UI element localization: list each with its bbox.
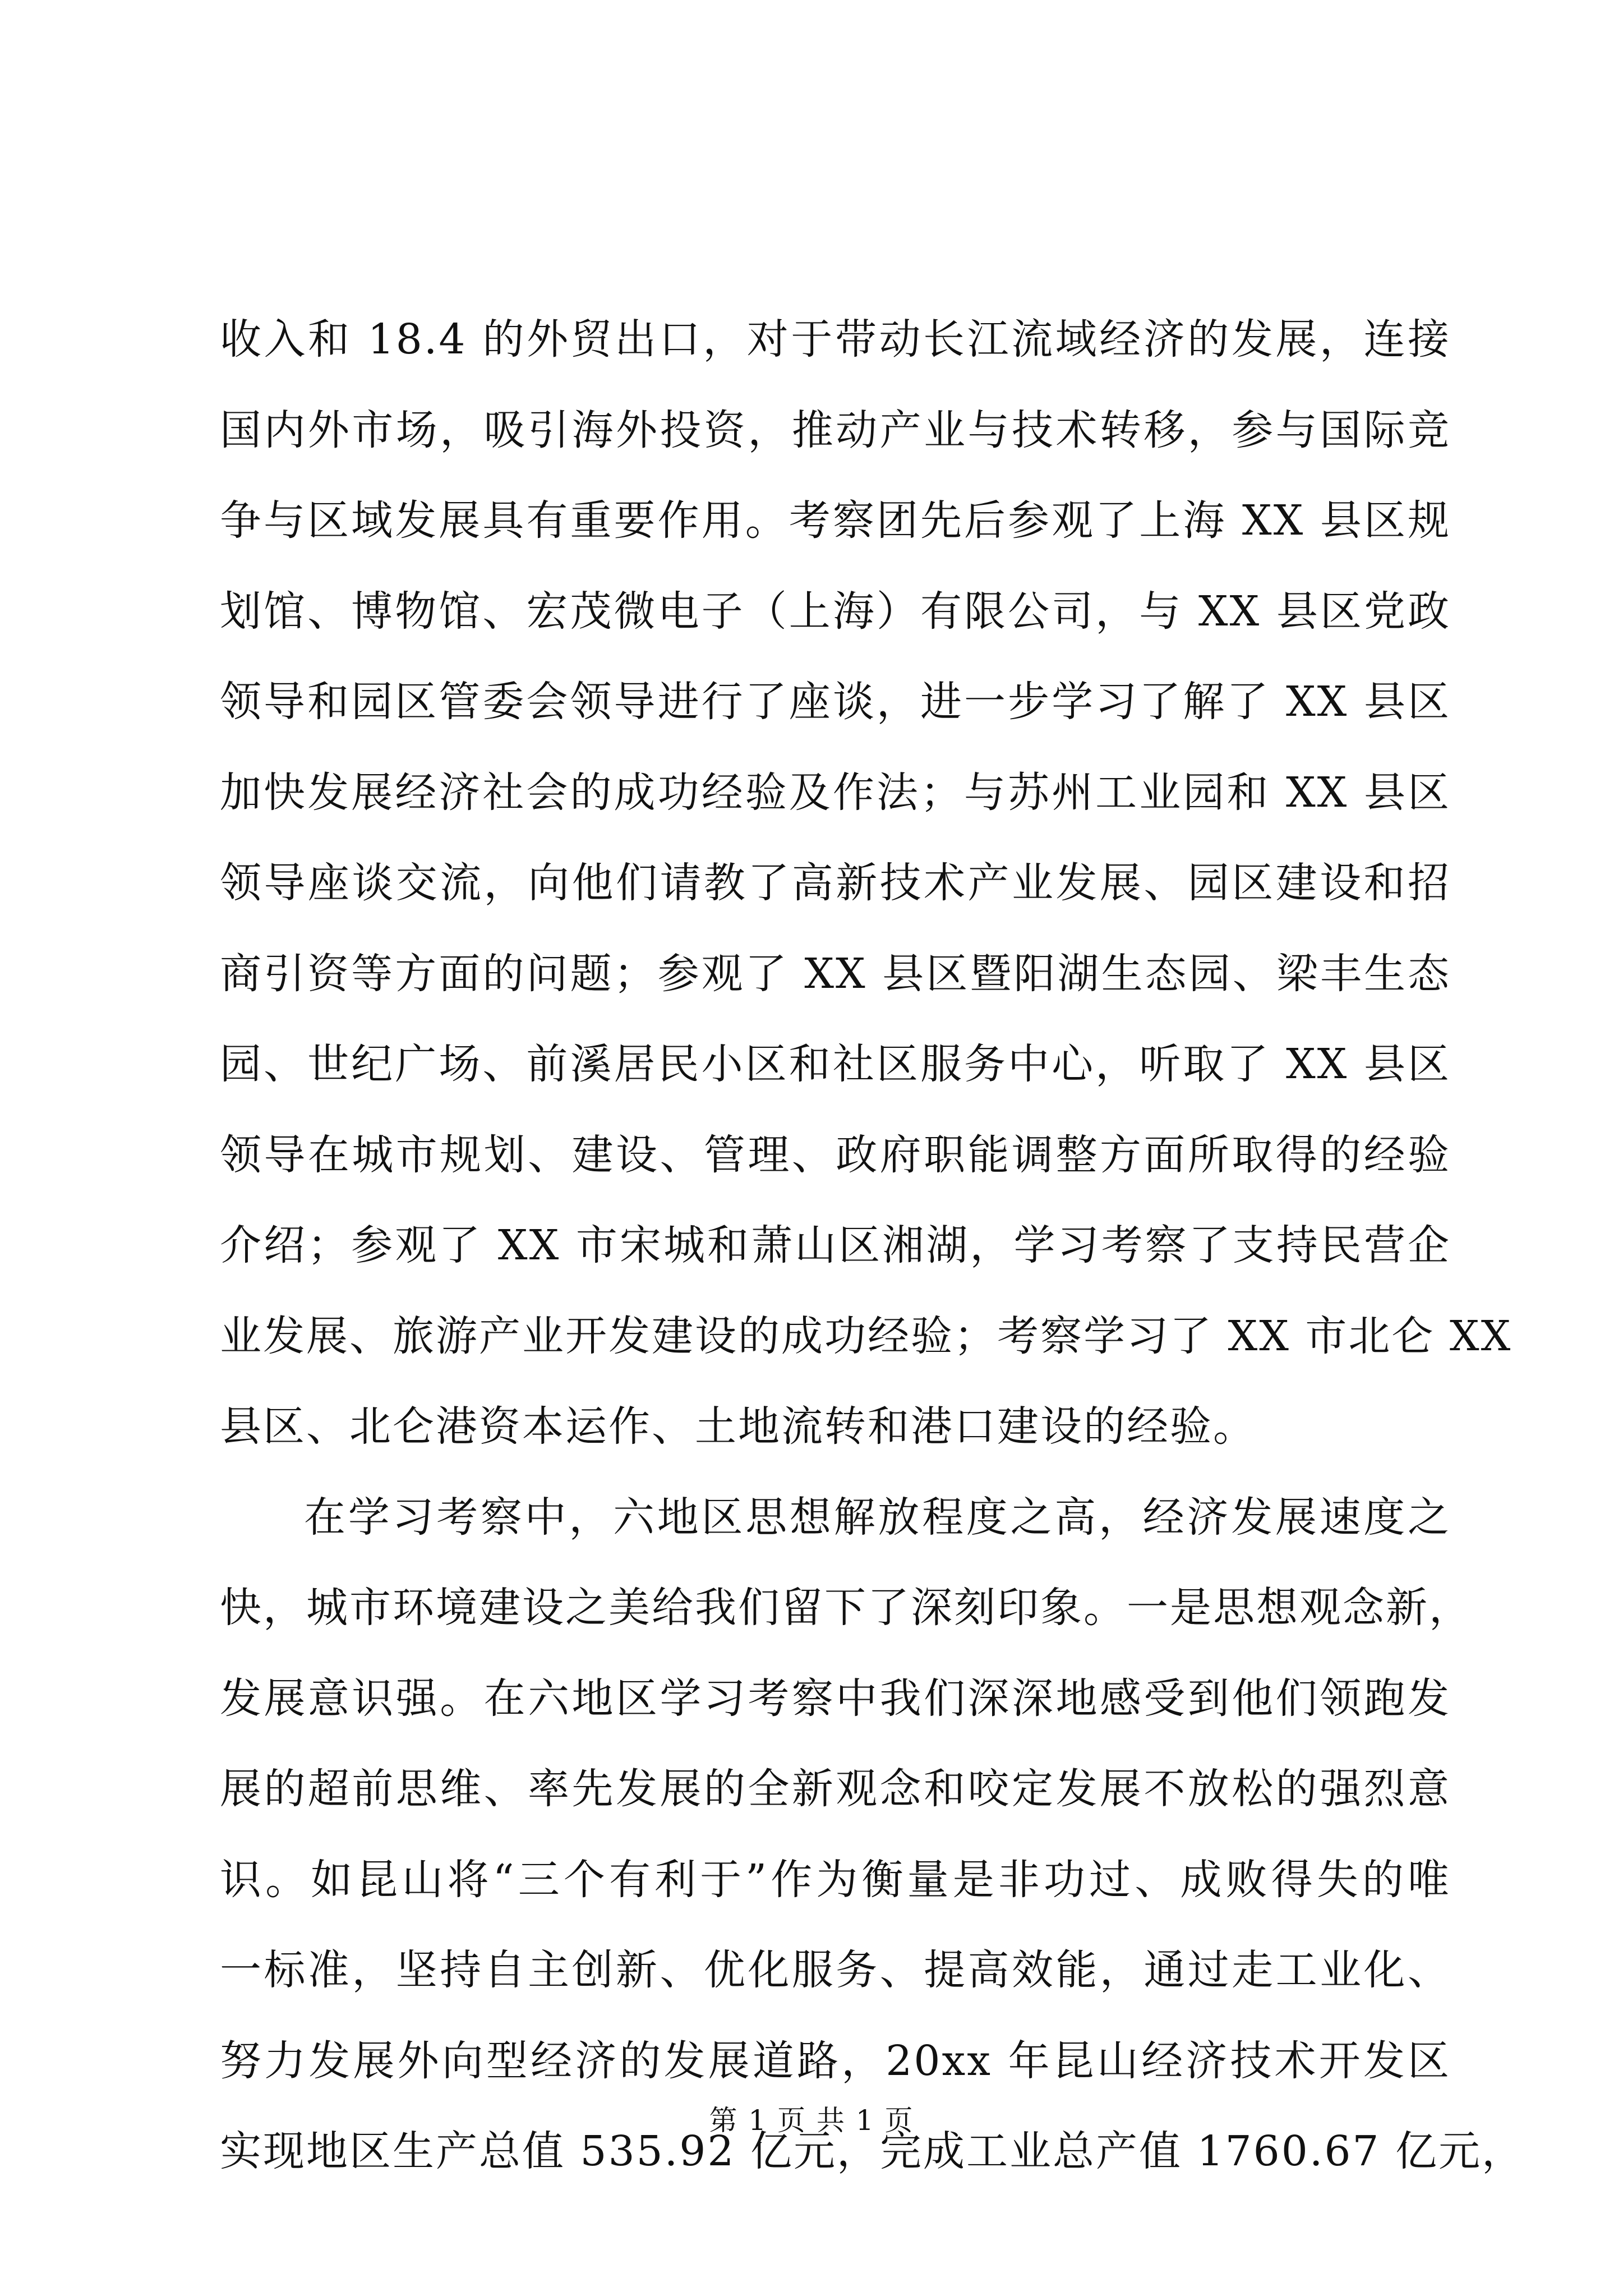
text-line-paragraph-end: 县区、北仑港资本运作、土地流转和港口建设的经验。 — [220, 1402, 1256, 1451]
text-line: 收入和 18.4 的外贸出口，对于带动长江流域经济的发展，连接 — [220, 315, 1451, 364]
text-line: 争与区域发展具有重要作用。考察团先后参观了上海 XX 县区规 — [220, 496, 1451, 545]
text-line: 发展意识强。在六地区学习考察中我们深深地感受到他们领跑发 — [220, 1674, 1451, 1723]
text-line: 介绍；参观了 XX 市宋城和萧山区湘湖，学习考察了支持民营企 — [220, 1221, 1451, 1269]
text-line: 业发展、旅游产业开发建设的成功经验；考察学习了 XX 市北仑 XX — [220, 1312, 1513, 1360]
text-line: 实现地区生产总值 535.92 亿元，完成工业总产值 1760.67 亿元， — [220, 2127, 1525, 2175]
page-number-label: 第 1 页 共 1 页 — [709, 2104, 914, 2137]
body-text — [220, 295, 1525, 2197]
text-line: 努力发展外向型经济的发展道路，20xx 年昆山经济技术开发区 — [220, 2036, 1451, 2085]
page-footer — [0, 2101, 1623, 2140]
text-line-paragraph-start: 在学习考察中，六地区思想解放程度之高，经济发展速度之 — [304, 1493, 1451, 1542]
text-line: 快，城市环境建设之美给我们留下了深刻印象。一是思想观念新， — [220, 1584, 1472, 1632]
text-line: 园、世纪广场、前溪居民小区和社区服务中心，听取了 XX 县区 — [220, 1040, 1451, 1088]
text-line: 领导在城市规划、建设、管理、政府职能调整方面所取得的经验 — [220, 1130, 1451, 1179]
text-line: 划馆、博物馆、宏茂微电子（上海）有限公司，与 XX 县区党政 — [220, 587, 1451, 636]
text-line: 加快发展经济社会的成功经验及作法；与苏州工业园和 XX 县区 — [220, 768, 1451, 817]
text-line: 国内外市场，吸引海外投资，推动产业与技术转移，参与国际竞 — [220, 406, 1451, 454]
text-line: 展的超前思维、率先发展的全新观念和咬定发展不放松的强烈意 — [220, 1765, 1451, 1813]
text-line: 领导座谈交流，向他们请教了高新技术产业发展、园区建设和招 — [220, 859, 1451, 907]
text-line: 商引资等方面的问题；参观了 XX 县区暨阳湖生态园、梁丰生态 — [220, 949, 1451, 998]
text-line: 领导和园区管委会领导进行了座谈，进一步学习了解了 XX 县区 — [220, 678, 1451, 726]
text-line: 识。如昆山将“三个有利于”作为衡量是非功过、成败得失的唯 — [220, 1855, 1451, 1904]
text-line: 一标准，坚持自主创新、优化服务、提高效能，通过走工业化、 — [220, 1946, 1451, 1994]
